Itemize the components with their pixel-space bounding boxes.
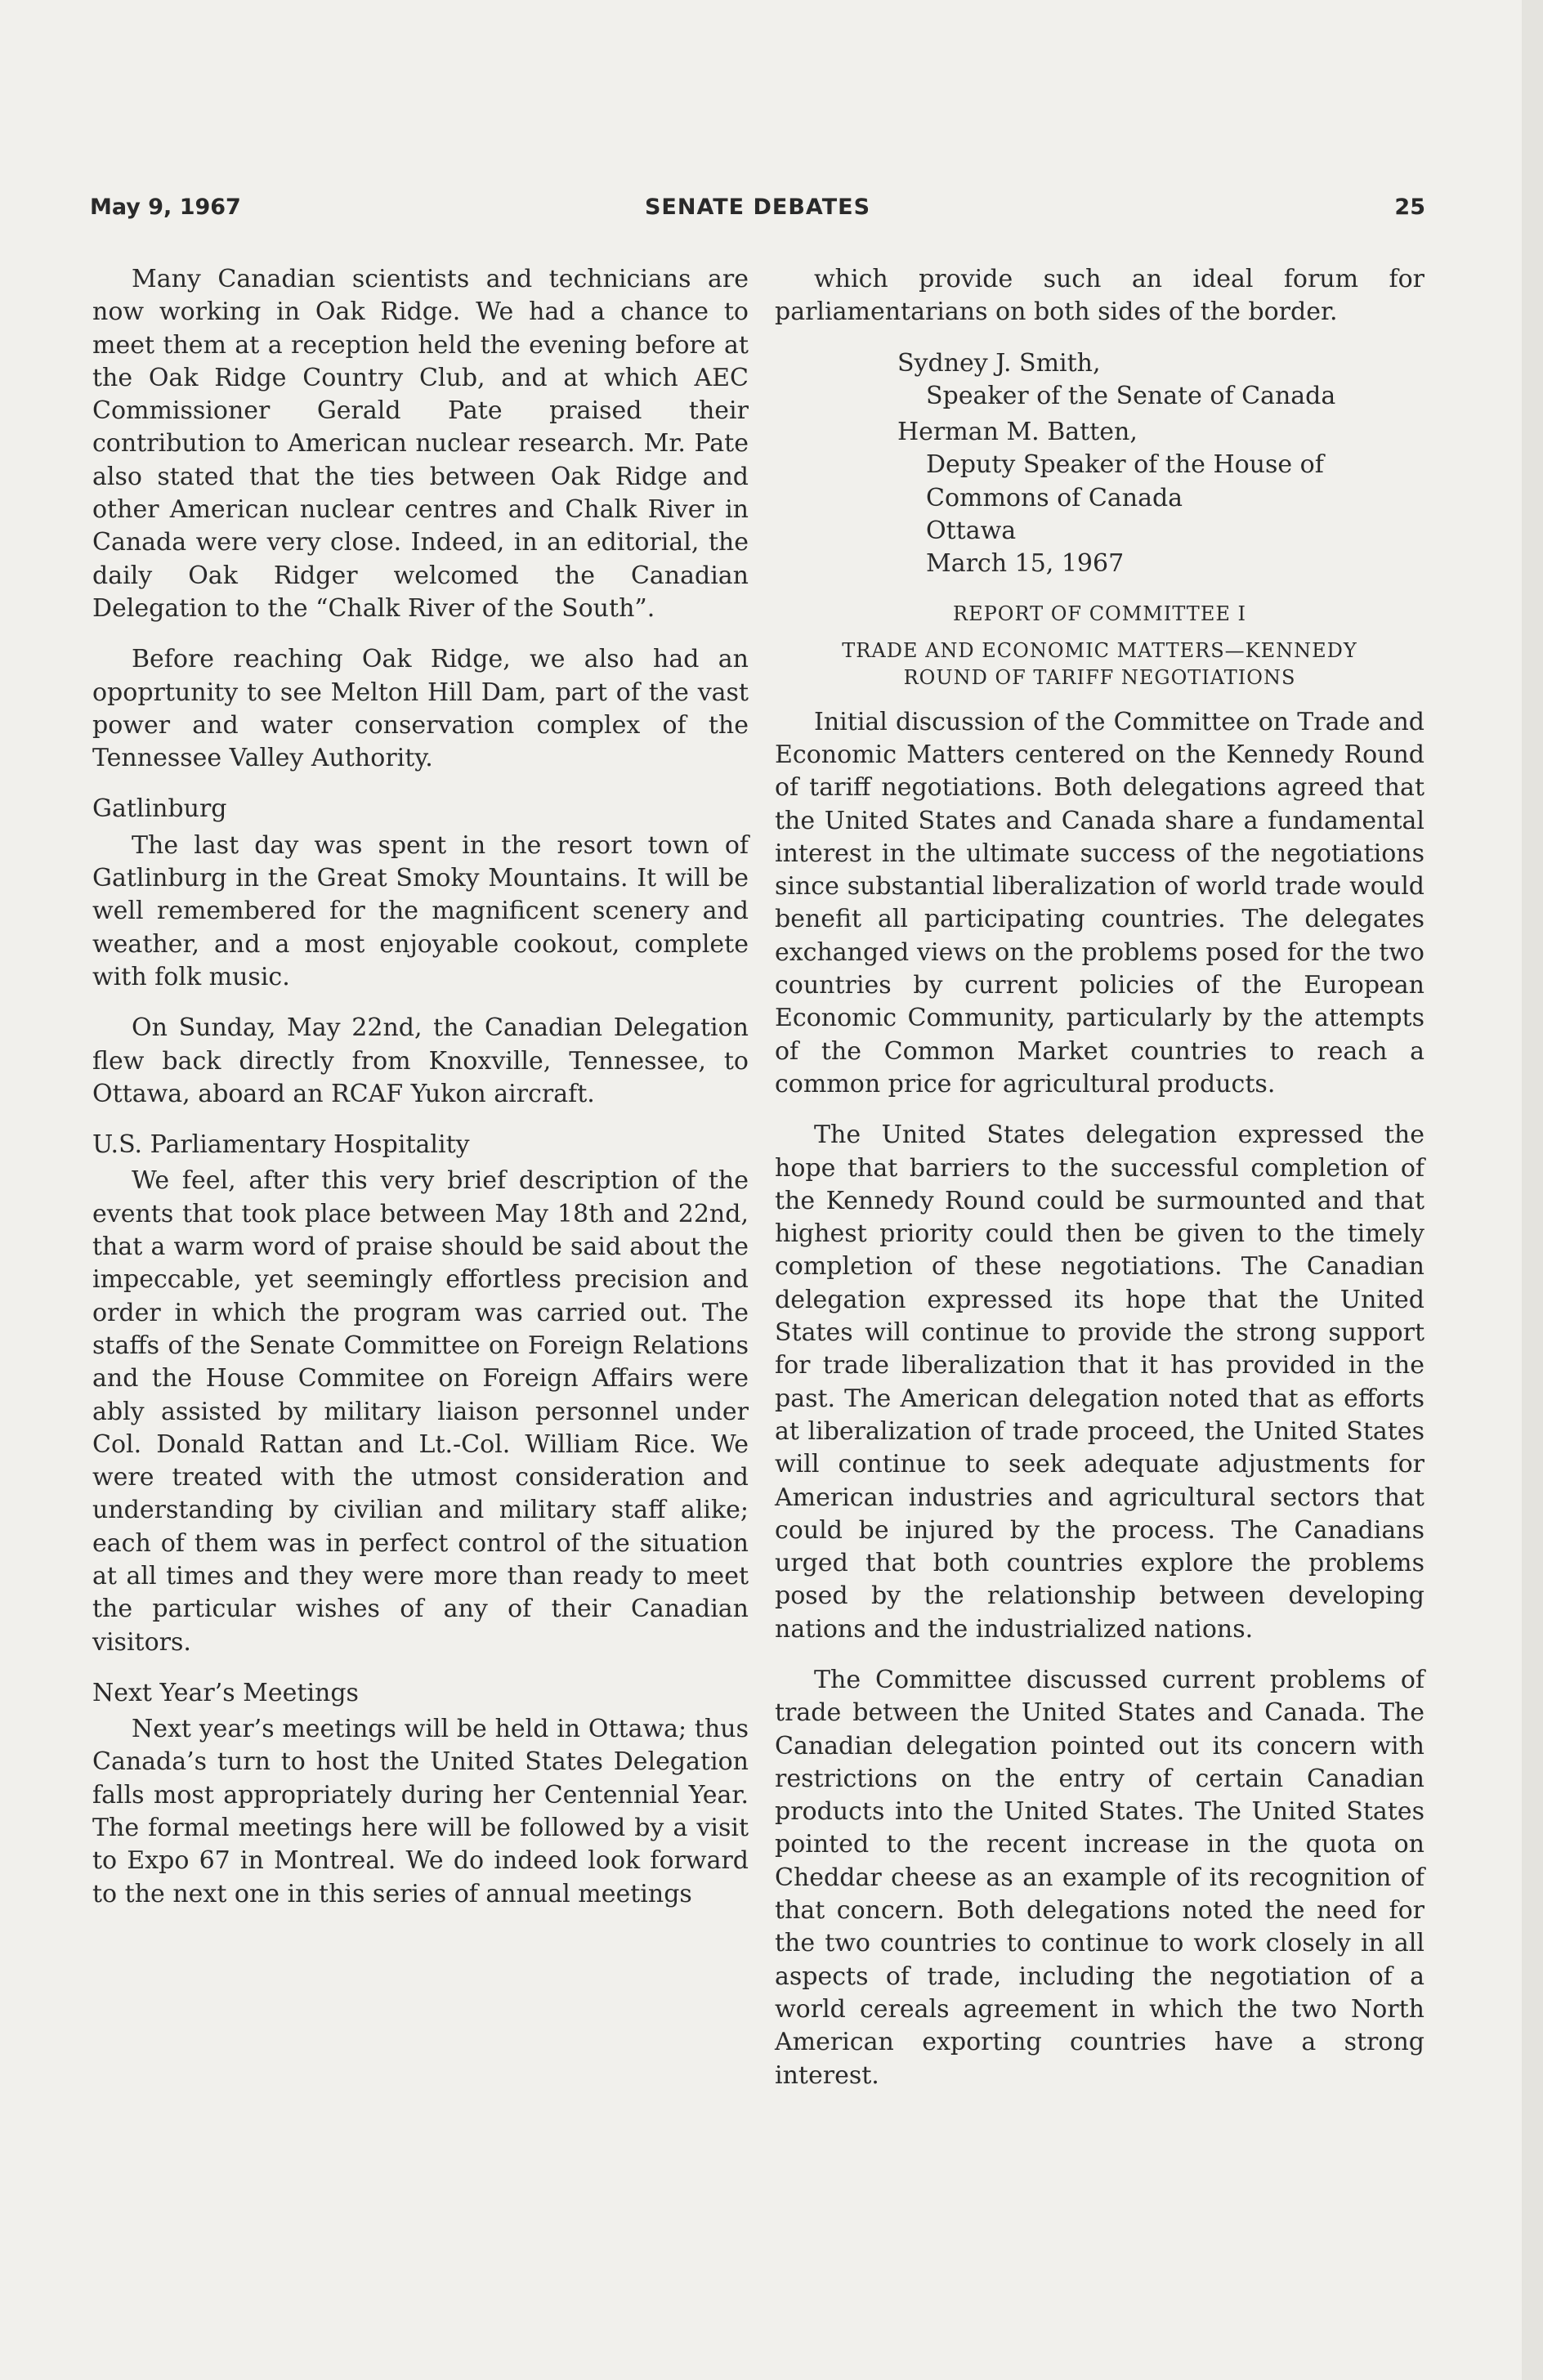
signatory-place: Ottawa xyxy=(926,517,1017,546)
report-heading: REPORT OF COMMITTEE I xyxy=(953,602,1246,625)
paragraph: Next year’s meetings will be held in Ottawa; thus Canada’s turn to host the United States Delegation falls most appropriately during her Centennial Year. The formal meetings here will be followed by a visit to Expo 67 in Montreal. We do indeed look forward to the next one in this series of annual meetings xyxy=(92,1715,749,1908)
paragraph: We feel, after this very brief description of the events that took place between May 18th and 22nd, that a warm word of praise should be said about the impeccable, yet seemingly effortless precision and order in which the program was carried out. The staffs of the Senate Committee on Foreign Relations and the House Commitee on Foreign Affairs were ably assisted by military liaison personnel under Col. Donald Rattan and Lt.-Col. William Rice. We were treated with the utmost consideration and understanding by civilian and military staff alike; each of them was in perfect control of the situation at all times and they were more than ready to meet the particular wishes of any of their Canadian visitors. xyxy=(92,1166,749,1657)
paragraph: Initial discussion of the Committee on Trade and Economic Matters centered on the Kennedy Round of tariff negotiations. Both delegations agreed that the United States and Canada share a fundamental interest in the ultimate success of the negotiations since substantial liberalization of world trade would benefit all participating countries. The delegates exchanged views on the problems posed for the two countries by current policies of the European Economic Community, particularly by the attempts of the Common Market countries to reach a common price for agricultural products. xyxy=(775,707,1424,1098)
signatory-title: Deputy Speaker of the House of xyxy=(926,450,1324,480)
topic-heading-line: ROUND OF TARIFF NEGOTIATIONS xyxy=(903,665,1296,689)
paragraph: Many Canadian scientists and technicians are now working in Oak Ridge. We had a chance to meet them at a reception held the evening before at the Oak Ridge Country Club, and at which AEC Commissioner Gerald Pate praised their contribution to American nuclear research. Mr. Pate also stated that the ties between Oak Ridge and other American nuclear centres and Chalk River in Canada were very close. Indeed, in an editorial, the daily Oak Ridger welcomed the Canadian Delegation to the “Chalk River of the South”. xyxy=(92,265,749,623)
signatory-title: Speaker of the Senate of Canada xyxy=(926,381,1336,410)
signatory-name: Sydney J. Smith, xyxy=(897,348,1101,378)
signatory-name: Herman M. Batten, xyxy=(897,418,1138,447)
topic-heading xyxy=(775,638,1424,691)
topic-heading-line: TRADE AND ECONOMIC MATTERS—KENNEDY xyxy=(842,638,1357,662)
header-date: May 9, 1967 xyxy=(90,195,241,220)
paragraph: The United States delegation expressed the hope that barriers to the successful completion of the Kennedy Round could be surmounted and that highest priority could then be given to the timely completion of these negotiations. The Canadian delegation expressed its hope that the United States will continue to provide the strong support for trade liberalization that it has provided in the past. The American delegation noted that as efforts at liberalization of trade proceed, the United States will continue to seek adequate adjustments for American industries and agricultural sectors that could be injured by the process. The Canadians urged that both countries explore the problems posed by the relationship between developing nations and the industrialized nations. xyxy=(775,1121,1424,1644)
section-heading-meetings: Next Year’s Meetings xyxy=(92,1678,359,1707)
paragraph: Before reaching Oak Ridge, we also had an opoprtunity to see Melton Hill Dam, part of the vast power and water conservation complex of the Tennessee Valley Authority. xyxy=(92,645,749,773)
running-header xyxy=(90,195,1425,235)
left-column xyxy=(92,263,749,1929)
signatory-title: Commons of Canada xyxy=(926,483,1183,512)
section-heading-hospitality: U.S. Parliamentary Hospitality xyxy=(92,1130,470,1160)
section-heading-gatlinburg: Gatlinburg xyxy=(92,794,227,824)
header-page-number: 25 xyxy=(1394,195,1425,220)
page-edge-shadow xyxy=(1522,0,1543,2380)
paragraph: The Committee discussed current problems of trade between the United States and Canada. The Canadian delegation pointed out its concern with restrictions on the entry of certain Canadian products into the United States. The United States pointed to the recent increase in the quota on Cheddar cheese as an example of its recognition of that concern. Both delegations noted the need for the two countries to continue to work closely in all aspects of trade, including the negotiation of a world cereals agreement in which the two North American exporting countries have a strong interest. xyxy=(775,1665,1424,2090)
paragraph: The last day was spent in the resort town of Gatlinburg in the Great Smoky Mountains. It will be well remembered for the magnificent scenery and weather, and a most enjoyable cookout, complete with folk music. xyxy=(92,830,749,991)
right-column xyxy=(775,263,1424,2110)
paragraph: On Sunday, May 22nd, the Canadian Delegation flew back directly from Knoxville, Tennessee, to Ottawa, aboard an RCAF Yukon aircraft. xyxy=(92,1013,749,1108)
paragraph: which provide such an ideal forum for parliamentarians on both sides of the border. xyxy=(775,265,1424,327)
signatory-date: March 15, 1967 xyxy=(926,549,1125,579)
header-title: SENATE DEBATES xyxy=(644,195,871,220)
